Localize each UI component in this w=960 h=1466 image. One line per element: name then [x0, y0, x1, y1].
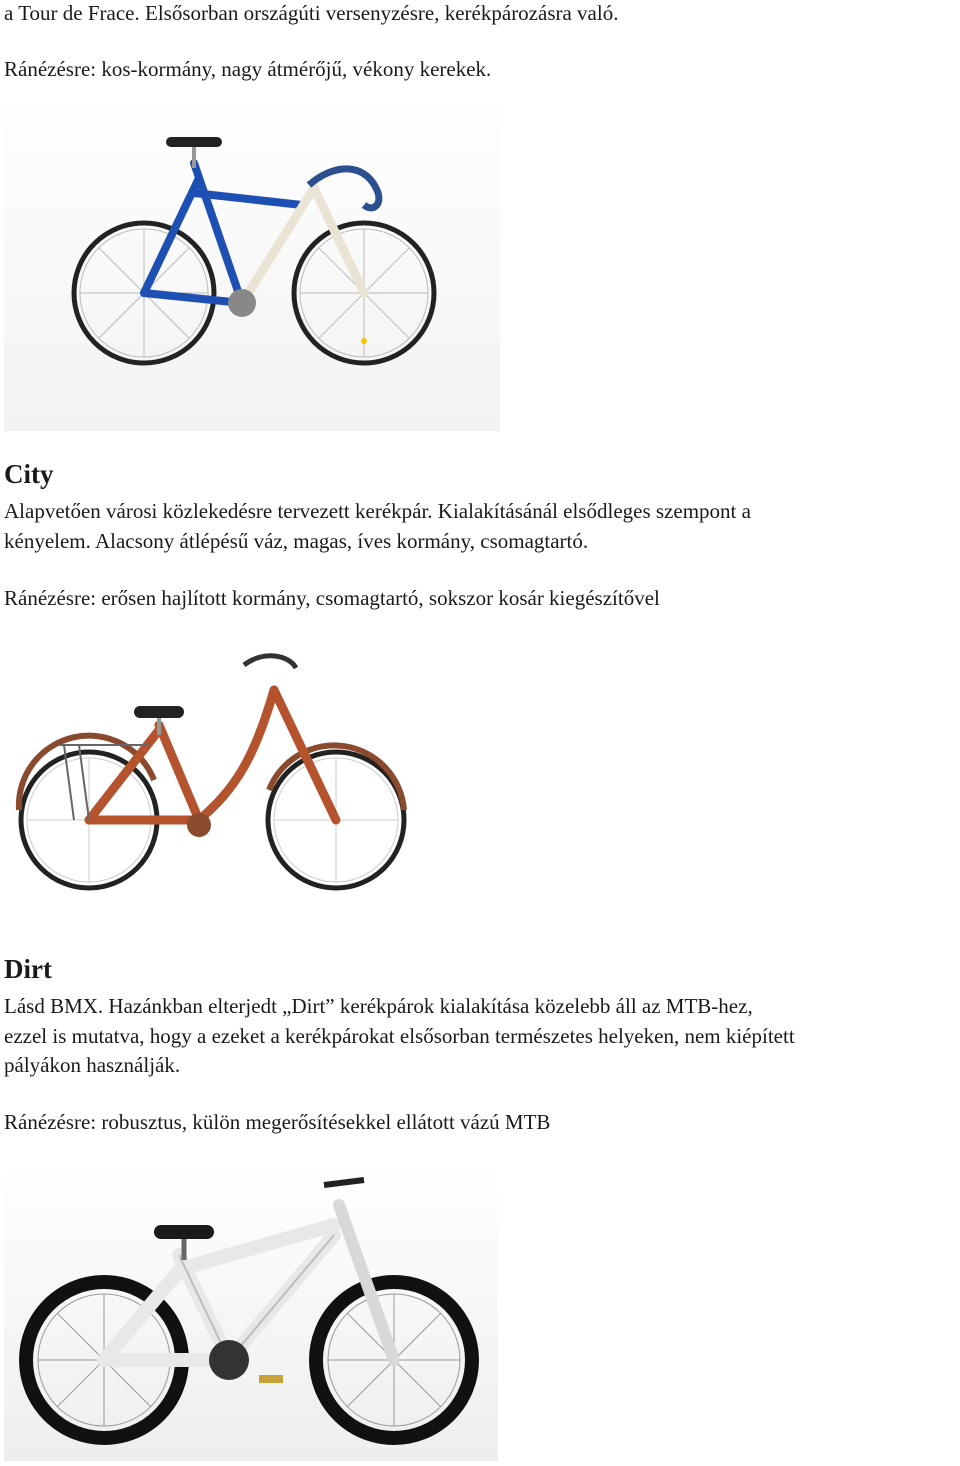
dirt-heading: Dirt [4, 954, 52, 984]
road-bike-image [4, 93, 500, 431]
dirt-bike-image [4, 1165, 498, 1461]
dirt-look: Ránézésre: robusztus, külön megerősítésekkel ellátott vázú MTB [4, 1110, 551, 1134]
dirt-paragraph-line-2: ezzel is mutatva, hogy a ezeket a kerékpárokat elsősorban természetes helyeken, nem kiépített [4, 1024, 795, 1048]
city-heading: City [4, 459, 54, 489]
intro-line-1: a Tour de Frace. Elsősorban országúti versenyzésre, kerékpározásra való. [4, 1, 619, 25]
dirt-paragraph-line-1: Lásd BMX. Hazánkban elterjedt „Dirt” kerékpárok kialakítása közelebb áll az MTB-hez, [4, 994, 753, 1018]
city-paragraph-line-2: kényelem. Alacsony átlépésű váz, magas, íves kormány, csomagtartó. [4, 529, 589, 553]
city-paragraph-line-1: Alapvetően városi közlekedésre tervezett kerékpár. Kialakításánál elsődleges szempont a [4, 499, 751, 523]
intro-line-2: Ránézésre: kos-kormány, nagy átmérőjű, vékony kerekek. [4, 57, 492, 81]
city-bike-image [4, 640, 416, 902]
dirt-paragraph-line-3: pályákon használják. [4, 1053, 181, 1077]
city-look: Ránézésre: erősen hajlított kormány, csomagtartó, sokszor kosár kiegészítővel [4, 586, 660, 610]
